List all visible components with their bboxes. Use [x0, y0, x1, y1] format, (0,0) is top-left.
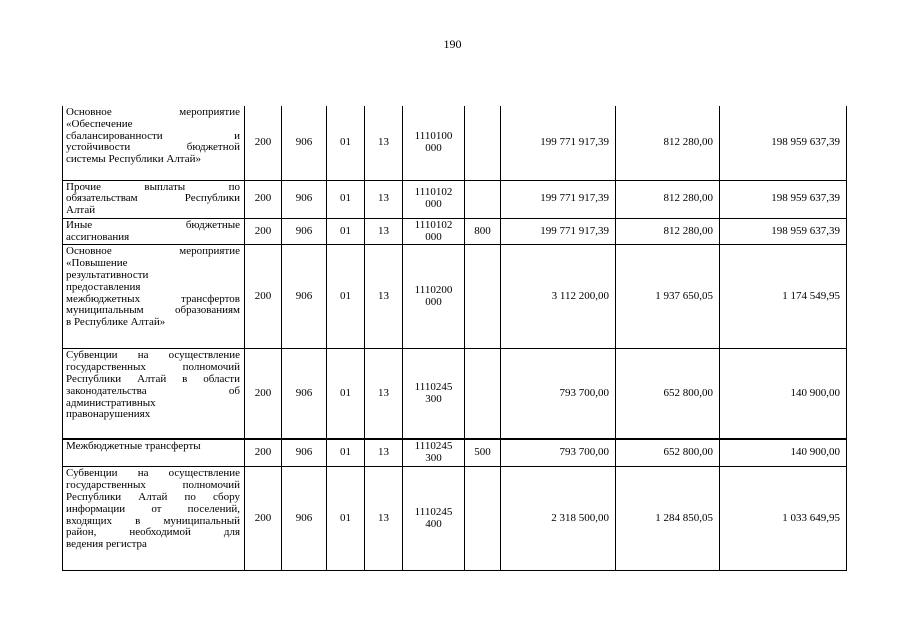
- total-amount-cell: 199 771 917,39: [501, 218, 616, 245]
- federal-amount-cell: 652 800,00: [616, 349, 720, 439]
- regional-amount-cell: 198 959 637,39: [720, 218, 847, 245]
- description-line: межбюджетных трансфертов: [66, 292, 240, 305]
- row-description: [63, 439, 245, 467]
- subsection-cell: 13: [365, 467, 403, 571]
- target-article-line: 000: [425, 198, 442, 211]
- total-amount-cell: 2 318 500,00: [501, 467, 616, 571]
- ministry-code-cell: 200: [245, 245, 282, 349]
- subsection-cell: 13: [365, 106, 403, 180]
- total-amount-cell: 199 771 917,39: [501, 180, 616, 218]
- target-article-line: 000: [425, 230, 442, 243]
- description-line: район, необходимой для: [66, 526, 240, 539]
- department-code-cell: 906: [282, 106, 327, 180]
- department-code-cell: 906: [282, 349, 327, 439]
- description-line: предоставления: [66, 280, 141, 293]
- federal-amount-cell: 812 280,00: [616, 218, 720, 245]
- description-line: в Республике Алтай»: [66, 316, 166, 329]
- subsection-cell: 13: [365, 439, 403, 467]
- description-line: входящих в муниципальный: [66, 514, 240, 527]
- description-line: Республики Алтай в области: [66, 373, 240, 386]
- description-line: Республики Алтай по сбору: [66, 491, 240, 504]
- description-line: «Повышение: [66, 257, 128, 270]
- target-article-line: 1110102: [414, 186, 453, 199]
- regional-amount-cell: 198 959 637,39: [720, 106, 847, 180]
- description-line: устойчивости бюджетной: [66, 141, 240, 154]
- row-description: [63, 245, 245, 349]
- target-article-line: 1110100: [414, 129, 453, 142]
- target-article-line: 1110200: [414, 284, 453, 297]
- subsection-cell: 13: [365, 245, 403, 349]
- table-row: [63, 349, 847, 439]
- federal-amount-cell: 812 280,00: [616, 106, 720, 180]
- section-cell: 01: [327, 106, 365, 180]
- table-row: [63, 218, 847, 245]
- table-row: [63, 439, 847, 467]
- description-line: Иные бюджетные: [66, 218, 240, 231]
- federal-amount-cell: 652 800,00: [616, 439, 720, 467]
- table-row: [63, 106, 847, 180]
- section-cell: 01: [327, 180, 365, 218]
- department-code-cell: 906: [282, 218, 327, 245]
- table-row: [63, 467, 847, 571]
- target-article-line: 000: [425, 141, 442, 154]
- target-article-cell: [403, 106, 465, 180]
- subsection-cell: 13: [365, 349, 403, 439]
- description-line: «Обеспечение: [66, 117, 133, 130]
- table-row: [63, 180, 847, 218]
- federal-amount-cell: 812 280,00: [616, 180, 720, 218]
- ministry-code-cell: 200: [245, 439, 282, 467]
- federal-amount-cell: 1 937 650,05: [616, 245, 720, 349]
- target-article-line: 400: [425, 517, 442, 530]
- expense-type-cell: 500: [465, 439, 501, 467]
- description-line: результативности: [66, 269, 149, 282]
- ministry-code-cell: 200: [245, 218, 282, 245]
- target-article-cell: [403, 180, 465, 218]
- subsection-cell: 13: [365, 218, 403, 245]
- total-amount-cell: 793 700,00: [501, 349, 616, 439]
- table-row: [63, 245, 847, 349]
- target-article-line: 1110245: [414, 440, 453, 453]
- description-line: законодательства об: [66, 384, 240, 397]
- description-line: муниципальным образованиям: [66, 304, 240, 317]
- budget-table: [62, 106, 847, 571]
- expense-type-cell: [465, 349, 501, 439]
- regional-amount-cell: 140 900,00: [720, 439, 847, 467]
- description-line: Алтай: [66, 204, 96, 217]
- row-description: [63, 106, 245, 180]
- target-article-cell: [403, 245, 465, 349]
- section-cell: 01: [327, 349, 365, 439]
- description-line: Основное мероприятие: [66, 245, 240, 258]
- department-code-cell: 906: [282, 245, 327, 349]
- description-line: государственных полномочий: [66, 479, 240, 492]
- department-code-cell: 906: [282, 439, 327, 467]
- department-code-cell: 906: [282, 467, 327, 571]
- description-line: системы Республики Алтай»: [66, 153, 202, 166]
- target-article-line: 000: [425, 295, 442, 308]
- section-cell: 01: [327, 218, 365, 245]
- description-line: Межбюджетные трансферты: [66, 439, 201, 452]
- expense-type-cell: [465, 106, 501, 180]
- target-article-line: 1110102: [414, 218, 453, 231]
- section-cell: 01: [327, 467, 365, 571]
- description-line: государственных полномочий: [66, 361, 240, 374]
- row-description: [63, 349, 245, 439]
- target-article-cell: [403, 349, 465, 439]
- target-article-line: 300: [425, 392, 442, 405]
- ministry-code-cell: 200: [245, 106, 282, 180]
- description-line: Субвенции на осуществление: [66, 467, 240, 480]
- description-line: ведения регистра: [66, 538, 147, 551]
- target-article-cell: [403, 218, 465, 245]
- description-line: обязательствам Республики: [66, 192, 240, 205]
- total-amount-cell: 199 771 917,39: [501, 106, 616, 180]
- target-article-line: 300: [425, 452, 442, 465]
- expense-type-cell: 800: [465, 218, 501, 245]
- description-line: ассигнования: [66, 230, 130, 243]
- subsection-cell: 13: [365, 180, 403, 218]
- description-line: информации от поселений,: [66, 502, 240, 515]
- regional-amount-cell: 1 174 549,95: [720, 245, 847, 349]
- department-code-cell: 906: [282, 180, 327, 218]
- description-line: сбалансированности и: [66, 129, 240, 142]
- description-line: Субвенции на осуществление: [66, 349, 240, 362]
- expense-type-cell: [465, 467, 501, 571]
- regional-amount-cell: 1 033 649,95: [720, 467, 847, 571]
- target-article-line: 1110245: [414, 506, 453, 519]
- regional-amount-cell: 140 900,00: [720, 349, 847, 439]
- federal-amount-cell: 1 284 850,05: [616, 467, 720, 571]
- expense-type-cell: [465, 180, 501, 218]
- row-description: [63, 467, 245, 571]
- total-amount-cell: 3 112 200,00: [501, 245, 616, 349]
- target-article-cell: [403, 467, 465, 571]
- target-article-cell: [403, 439, 465, 467]
- description-line: Прочие выплаты по: [66, 180, 240, 193]
- ministry-code-cell: 200: [245, 180, 282, 218]
- description-line: Основное мероприятие: [66, 106, 240, 118]
- section-cell: 01: [327, 245, 365, 349]
- page-number: 190: [443, 37, 462, 51]
- section-cell: 01: [327, 439, 365, 467]
- description-line: правонарушениях: [66, 408, 151, 421]
- target-article-line: 1110245: [414, 380, 453, 393]
- description-line: административных: [66, 396, 156, 409]
- total-amount-cell: 793 700,00: [501, 439, 616, 467]
- ministry-code-cell: 200: [245, 349, 282, 439]
- ministry-code-cell: 200: [245, 467, 282, 571]
- expense-type-cell: [465, 245, 501, 349]
- regional-amount-cell: 198 959 637,39: [720, 180, 847, 218]
- row-description: [63, 180, 245, 218]
- row-description: [63, 218, 245, 245]
